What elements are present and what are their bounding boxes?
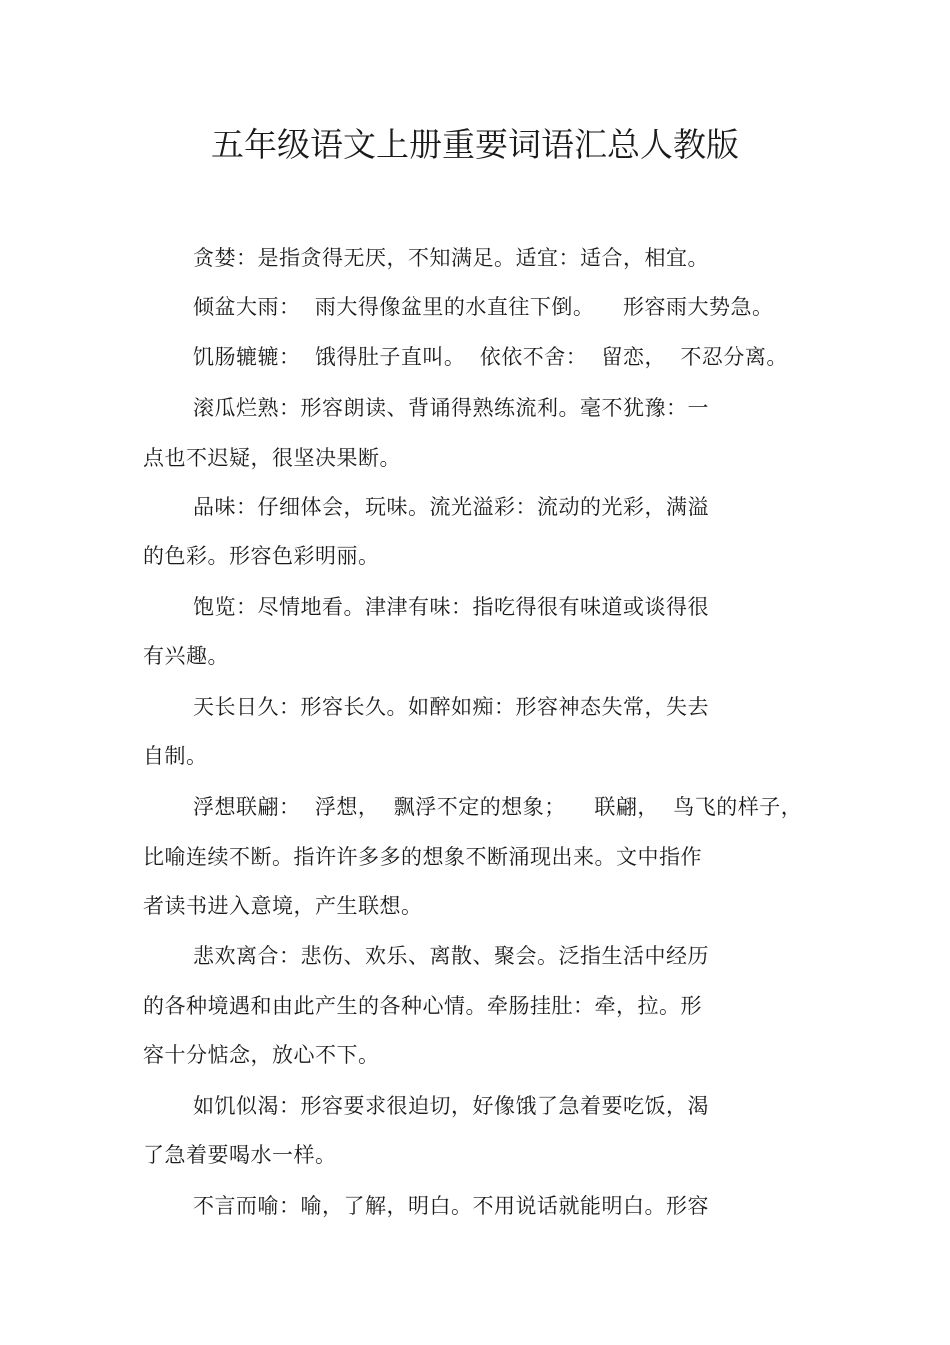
text-line: 悲欢离合：悲伤、欢乐、离散、聚会。泛指生活中经历	[193, 944, 709, 968]
text-line: 的色彩。形容色彩明丽。	[143, 544, 380, 568]
text-line: 点也不迟疑，很坚决果断。	[143, 446, 401, 470]
text-line: 了急着要喝水一样。	[143, 1143, 337, 1167]
text-line: 自制。	[143, 744, 208, 768]
text-line: 品味：仔细体会，玩味。流光溢彩：流动的光彩，满溢	[193, 495, 709, 519]
text-line: 滚瓜烂熟：形容朗读、背诵得熟练流利。毫不犹豫：一	[193, 396, 709, 420]
text-line: 天长日久：形容长久。如醉如痴：形容神态失常，失去	[193, 695, 709, 719]
text-line: 如饥似渴：形容要求很迫切，好像饿了急着要吃饭，渴	[193, 1094, 709, 1118]
text-line: 的各种境遇和由此产生的各种心情。牵肠挂肚：牵，拉。形	[143, 994, 702, 1018]
page-title: 五年级语文上册重要词语汇总人教版	[211, 125, 739, 164]
text-line: 贪婪：是指贪得无厌，不知满足。适宜：适合，相宜。	[193, 246, 709, 270]
text-line: 有兴趣。	[143, 644, 229, 668]
text-line: 比喻连续不断。指许许多多的想象不断涌现出来。文中指作	[143, 845, 702, 869]
text-line: 不言而喻：喻，了解，明白。不用说话就能明白。形容	[193, 1194, 709, 1218]
text-line: 浮想联翩： 浮想， 飘浮不定的想象； 联翩， 鸟飞的样子，	[193, 795, 803, 819]
text-line: 倾盆大雨： 雨大得像盆里的水直往下倒。 形容雨大势急。	[193, 295, 774, 319]
text-line: 饥肠辘辘： 饿得肚子直叫。 依依不舍： 留恋， 不忍分离。	[193, 345, 788, 369]
text-line: 者读书进入意境，产生联想。	[143, 894, 423, 918]
text-line: 饱览：尽情地看。津津有味：指吃得很有味道或谈得很	[193, 595, 709, 619]
text-line: 容十分惦念，放心不下。	[143, 1043, 380, 1067]
